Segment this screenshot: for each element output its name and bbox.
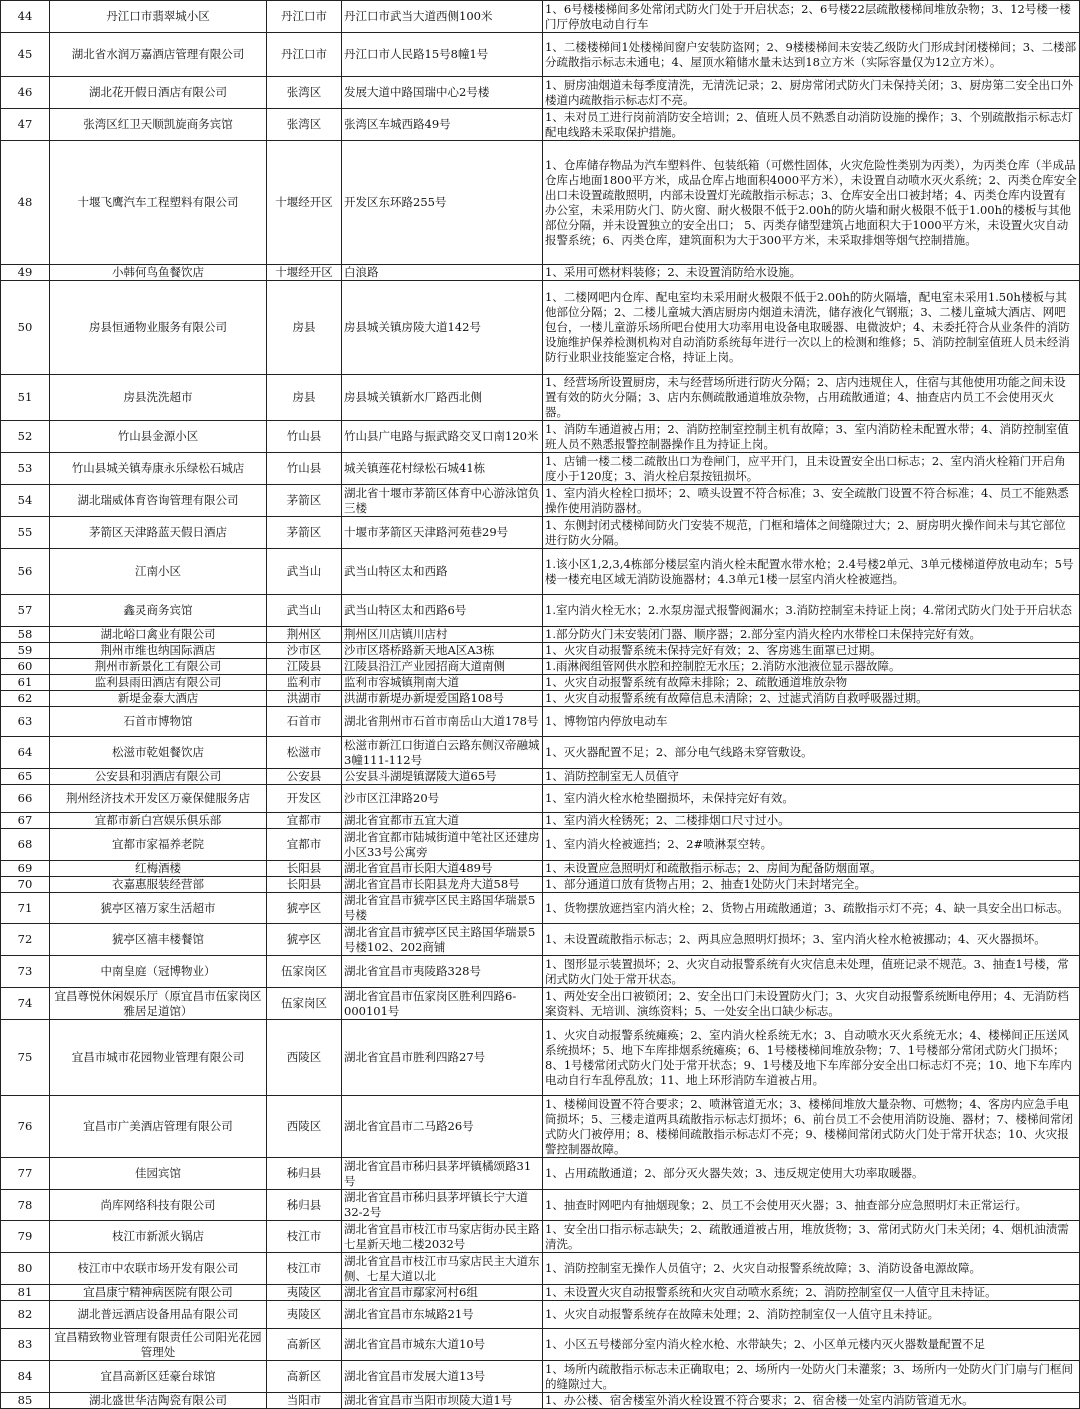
table-row	[1, 924, 1080, 956]
address-cell: 监利市容城镇荆南大道	[342, 675, 543, 691]
address-cell: 发展大道中路国瑞中心2号楼	[342, 77, 543, 109]
address-cell: 湖北省荆州市石首市南岳山大道178号	[342, 707, 543, 737]
issues-cell: 1、二楼网吧内仓库、配电室均未采用耐火极限不低于2.00h的防火隔墙，配电室未采用1.50h楼板与其他部位分隔；2、二楼儿童城大酒店厨房内烟道未清洗，储存液化气钢瓶；3、二楼儿童城大酒店、网吧包台，一楼儿童游乐场所吧台使用大功率用电设备电取暖器、电微波炉；4、未委托符合从业条件的消防设施维护保养检测机构对自动消防系统每年进行一次以上的检测和维修；5、消防控制室值班人员未经消防行业职业技能鉴定合格，持证上岗。	[543, 281, 1080, 375]
unit-name-cell: 猇亭区禧丰楼餐馆	[50, 924, 267, 956]
issues-cell: 1、消防控制室无人员值守	[543, 769, 1080, 785]
unit-name-cell: 宜昌尊悦休闲娱乐厅（原宜昌市伍家岗区雅居足道馆）	[50, 988, 267, 1020]
table-row	[1, 1253, 1080, 1285]
address-cell: 公安县斗湖堤镇潺陵大道65号	[342, 769, 543, 785]
row-number-cell: 64	[1, 737, 50, 769]
issues-cell: 1、图形显示装置损坏；2、火灾自动报警系统有火灾信息未处理，值班记录不规范。3、抽查1号楼，常闭式防火门处于常开状态。	[543, 956, 1080, 988]
address-cell: 湖北省十堰市茅箭区体育中心游泳馆负三楼	[342, 485, 543, 517]
table-row	[1, 453, 1080, 485]
row-number-cell: 56	[1, 549, 50, 595]
address-cell: 十堰市茅箭区天津路河苑巷29号	[342, 517, 543, 549]
table-body	[1, 1, 1080, 1409]
address-cell: 沙市区江津路20号	[342, 785, 543, 813]
row-number-cell: 71	[1, 893, 50, 924]
district-cell: 伍家岗区	[267, 988, 342, 1020]
row-number-cell: 45	[1, 33, 50, 77]
row-number-cell: 52	[1, 421, 50, 453]
district-cell: 西陵区	[267, 1020, 342, 1096]
table-row	[1, 861, 1080, 877]
issues-cell: 1、室内消火栓被遮挡；2、2#喷淋泵空转。	[543, 829, 1080, 861]
district-cell: 猇亭区	[267, 924, 342, 956]
row-number-cell: 85	[1, 1393, 50, 1409]
address-cell: 松滋市新江口街道白云路东侧汉帝融城3幢111-112号	[342, 737, 543, 769]
table-row	[1, 1020, 1080, 1096]
address-cell: 开发区东环路255号	[342, 141, 543, 265]
issues-cell: 1、未设置疏散指示标志；2、两具应急照明灯损坏；3、室内消火栓水枪被挪动；4、灭火器损坏。	[543, 924, 1080, 956]
issues-cell: 1、厨房油烟道未每季度清洗，无清洗记录；2、厨房常闭式防火门未保持关闭；3、厨房第二安全出口外楼道内疏散指示标志灯不亮。	[543, 77, 1080, 109]
address-cell: 湖北省宜昌市猇亭区民主路国华瑞景5号楼102、202商铺	[342, 924, 543, 956]
row-number-cell: 67	[1, 813, 50, 829]
issues-cell: 1.部分防火门未安装闭门器、顺序器；2.部分室内消火栓内水带栓口未保持完好有效。	[543, 627, 1080, 643]
unit-name-cell: 竹山县金源小区	[50, 421, 267, 453]
table-row	[1, 1158, 1080, 1190]
row-number-cell: 60	[1, 659, 50, 675]
district-cell: 张湾区	[267, 77, 342, 109]
address-cell: 湖北省宜昌市枝江市马家店民主大道东侧、七星大道以北	[342, 1253, 543, 1285]
unit-name-cell: 松滋市乾姐餐饮店	[50, 737, 267, 769]
row-number-cell: 58	[1, 627, 50, 643]
unit-name-cell: 丹江口市翡翠城小区	[50, 1, 267, 33]
address-cell: 湖北省宜都市五宜大道	[342, 813, 543, 829]
district-cell: 武当山	[267, 549, 342, 595]
issues-cell: 1、火灾自动报警系统瘫痪；2、室内消火栓系统无水；3、自动喷水灭火系统无水；4、楼梯间正压送风系统损坏；5、地下车库排烟系统瘫痪；6、1号楼楼梯间堆放杂物；7、1号楼部分常闭式防火门损坏；8、1号楼常闭式防火门处于常开状态；9、1号楼及地下车库部分安全出口标志灯不亮；10、地下车库内电动自行车乱停乱放；11、地上环形消防车道被占用。	[543, 1020, 1080, 1096]
address-cell: 洪湖市新堤办新堤爱国路108号	[342, 691, 543, 707]
row-number-cell: 65	[1, 769, 50, 785]
row-number-cell: 73	[1, 956, 50, 988]
district-cell: 猇亭区	[267, 893, 342, 924]
address-cell: 武当山特区太和西路	[342, 549, 543, 595]
row-number-cell: 82	[1, 1301, 50, 1329]
unit-name-cell: 宜都市新白宫娱乐俱乐部	[50, 813, 267, 829]
row-number-cell: 80	[1, 1253, 50, 1285]
table-row	[1, 109, 1080, 141]
district-cell: 洪湖市	[267, 691, 342, 707]
district-cell: 长阳县	[267, 877, 342, 893]
unit-name-cell: 湖北盛世华洁陶瓷有限公司	[50, 1393, 267, 1409]
district-cell: 监利市	[267, 675, 342, 691]
unit-name-cell: 湖北峪口禽业有限公司	[50, 627, 267, 643]
unit-name-cell: 房县恒通物业服务有限公司	[50, 281, 267, 375]
district-cell: 宜都市	[267, 829, 342, 861]
row-number-cell: 46	[1, 77, 50, 109]
address-cell: 湖北省宜都市陆城街道中笔社区还建房小区33号公寓旁	[342, 829, 543, 861]
district-cell: 伍家岗区	[267, 956, 342, 988]
address-cell: 湖北省宜昌市发展大道13号	[342, 1361, 543, 1393]
district-cell: 公安县	[267, 769, 342, 785]
address-cell: 湖北省宜昌市秭归县茅坪镇橘颂路31号	[342, 1158, 543, 1190]
unit-name-cell: 鑫灵商务宾馆	[50, 595, 267, 627]
address-cell: 湖北省宜昌市夷陵路328号	[342, 956, 543, 988]
unit-name-cell: 枝江市新派火锅店	[50, 1221, 267, 1253]
row-number-cell: 49	[1, 265, 50, 281]
row-number-cell: 69	[1, 861, 50, 877]
issues-cell: 1、火灾自动报警系统未保持完好有效；2、客房逃生面罩已过期。	[543, 643, 1080, 659]
district-cell: 秭归县	[267, 1158, 342, 1190]
row-number-cell: 75	[1, 1020, 50, 1096]
table-row	[1, 988, 1080, 1020]
issues-cell: 1、室内消火栓水枪垫圈损坏，未保持完好有效。	[543, 785, 1080, 813]
district-cell: 竹山县	[267, 453, 342, 485]
issues-cell: 1、抽查时网吧内有抽烟现象；2、员工不会使用灭火器；3、抽查部分应急照明灯未正常运行。	[543, 1190, 1080, 1221]
district-cell: 枝江市	[267, 1221, 342, 1253]
table-row	[1, 769, 1080, 785]
table-row	[1, 691, 1080, 707]
table-row	[1, 1285, 1080, 1301]
unit-name-cell: 张湾区红卫天顺凯旋商务宾馆	[50, 109, 267, 141]
unit-name-cell: 荆州市新景化工有限公司	[50, 659, 267, 675]
row-number-cell: 44	[1, 1, 50, 33]
district-cell: 松滋市	[267, 737, 342, 769]
issues-cell: 1、经营场所设置厨房，未与经营场所进行防火分隔；2、店内违规住人，住宿与其他使用功能之间未设置有效的防火分隔；3、店内东侧疏散通道堆放杂物，占用疏散通道；4、抽查店内员工不会使用灭火器。	[543, 375, 1080, 421]
table-row	[1, 1393, 1080, 1409]
issues-cell: 1、灭火器配置不足；2、部分电气线路未穿管敷设。	[543, 737, 1080, 769]
unit-name-cell: 监利县雨田酒店有限公司	[50, 675, 267, 691]
row-number-cell: 53	[1, 453, 50, 485]
row-number-cell: 74	[1, 988, 50, 1020]
district-cell: 枝江市	[267, 1253, 342, 1285]
table-row	[1, 643, 1080, 659]
issues-cell: 1、采用可燃材料装修；2、未设置消防给水设施。	[543, 265, 1080, 281]
district-cell: 茅箭区	[267, 517, 342, 549]
table-row	[1, 813, 1080, 829]
table-row	[1, 1221, 1080, 1253]
row-number-cell: 51	[1, 375, 50, 421]
issues-cell: 1、小区五号楼部分室内消火栓水枪、水带缺失；2、小区单元楼内灭火器数量配置不足	[543, 1329, 1080, 1361]
row-number-cell: 63	[1, 707, 50, 737]
district-cell: 丹江口市	[267, 33, 342, 77]
issues-cell: 1、部分通道口放有货物占用；2、抽查1处防火门未封堵完全。	[543, 877, 1080, 893]
unit-name-cell: 佳园宾馆	[50, 1158, 267, 1190]
address-cell: 湖北省宜昌市鄢家河村6组	[342, 1285, 543, 1301]
district-cell: 当阳市	[267, 1393, 342, 1409]
address-cell: 武当山特区太和西路6号	[342, 595, 543, 627]
address-cell: 湖北省宜昌市长阳大道489号	[342, 861, 543, 877]
row-number-cell: 68	[1, 829, 50, 861]
address-cell: 湖北省宜昌市东城路21号	[342, 1301, 543, 1329]
issues-cell: 1、货物摆放遮挡室内消火栓；2、货物占用疏散通道；3、疏散指示灯不亮；4、缺一具安全出口标志。	[543, 893, 1080, 924]
district-cell: 江陵县	[267, 659, 342, 675]
unit-name-cell: 宜昌高新区廷豪台球馆	[50, 1361, 267, 1393]
row-number-cell: 79	[1, 1221, 50, 1253]
table-row	[1, 1190, 1080, 1221]
unit-name-cell: 房县洗洗超市	[50, 375, 267, 421]
address-cell: 竹山县广电路与振武路交叉口南120米	[342, 421, 543, 453]
address-cell: 房县城关镇房陵大道142号	[342, 281, 543, 375]
table-row	[1, 893, 1080, 924]
table-row	[1, 675, 1080, 691]
table-row	[1, 265, 1080, 281]
unit-name-cell: 红梅酒楼	[50, 861, 267, 877]
issues-cell: 1.雨淋阀组管网供水腔和控制腔无水压；2.消防水池液位显示器故障。	[543, 659, 1080, 675]
address-cell: 湖北省宜昌市猇亭区民主路国华瑞景5号楼	[342, 893, 543, 924]
unit-name-cell: 江南小区	[50, 549, 267, 595]
address-cell: 湖北省宜昌市长阳县龙舟大道58号	[342, 877, 543, 893]
row-number-cell: 70	[1, 877, 50, 893]
district-cell: 高新区	[267, 1329, 342, 1361]
address-cell: 张湾区车城西路49号	[342, 109, 543, 141]
table-row	[1, 77, 1080, 109]
district-cell: 十堰经开区	[267, 141, 342, 265]
table-row	[1, 829, 1080, 861]
unit-name-cell: 宜昌康宁精神病医院有限公司	[50, 1285, 267, 1301]
unit-name-cell: 湖北省水润万嘉酒店管理有限公司	[50, 33, 267, 77]
row-number-cell: 47	[1, 109, 50, 141]
table-row	[1, 956, 1080, 988]
issues-cell: 1、占用疏散通道；2、部分灭火器失效；3、违反规定使用大功率取暖器。	[543, 1158, 1080, 1190]
district-cell: 石首市	[267, 707, 342, 737]
issues-cell: 1、博物馆内停放电动车	[543, 707, 1080, 737]
table-row	[1, 549, 1080, 595]
district-cell: 丹江口市	[267, 1, 342, 33]
issues-cell: 1、未设置应急照明灯和疏散指示标志；2、房间为配备防烟面罩。	[543, 861, 1080, 877]
unit-name-cell: 宜昌精致物业管理有限责任公司阳光花园管理处	[50, 1329, 267, 1361]
unit-name-cell: 荆州经济技术开发区万豪保健服务店	[50, 785, 267, 813]
issues-cell: 1、未对员工进行岗前消防安全培训；2、值班人员不熟悉自动消防设施的操作；3、个别疏散指示标志灯配电线路未采取保护措施。	[543, 109, 1080, 141]
table-row	[1, 375, 1080, 421]
table-row	[1, 1329, 1080, 1361]
table-row	[1, 1096, 1080, 1158]
row-number-cell: 55	[1, 517, 50, 549]
unit-name-cell: 尚库网络科技有限公司	[50, 1190, 267, 1221]
row-number-cell: 50	[1, 281, 50, 375]
address-cell: 湖北省宜昌市二马路26号	[342, 1096, 543, 1158]
address-cell: 沙市区塔桥路新天地A区A3栋	[342, 643, 543, 659]
issues-cell: 1、办公楼、宿舍楼室外消火栓设置不符合要求；2、宿舍楼一处室内消防管道无水。	[543, 1393, 1080, 1409]
unit-name-cell: 猇亭区禧万家生活超市	[50, 893, 267, 924]
unit-name-cell: 荆州市维也纳国际酒店	[50, 643, 267, 659]
unit-name-cell: 公安县和羽酒店有限公司	[50, 769, 267, 785]
district-cell: 张湾区	[267, 109, 342, 141]
table-row	[1, 707, 1080, 737]
district-cell: 沙市区	[267, 643, 342, 659]
address-cell: 城关镇莲花村绿松石城41栋	[342, 453, 543, 485]
issues-cell: 1、未设置火灾自动报警系统和火灾自动喷水系统；2、消防控制室仅一人值守且未持证。	[543, 1285, 1080, 1301]
unit-name-cell: 湖北瑞威体育咨询管理有限公司	[50, 485, 267, 517]
district-cell: 房县	[267, 375, 342, 421]
district-cell: 高新区	[267, 1361, 342, 1393]
unit-name-cell: 宜都市家福养老院	[50, 829, 267, 861]
issues-cell: 1、二楼楼梯间1处楼梯间窗户安装防盗网；2、9楼楼梯间未安装乙级防火门形成封闭楼梯间；3、二楼部分疏散指示标志未通电；4、屋顶水箱储水量未达到18立方米（实际容量仅为12立方米）。	[543, 33, 1080, 77]
district-cell: 房县	[267, 281, 342, 375]
row-number-cell: 84	[1, 1361, 50, 1393]
district-cell: 夷陵区	[267, 1285, 342, 1301]
district-cell: 茅箭区	[267, 485, 342, 517]
district-cell: 竹山县	[267, 421, 342, 453]
table-row	[1, 33, 1080, 77]
district-cell: 荆州区	[267, 627, 342, 643]
table-row	[1, 281, 1080, 375]
address-cell: 湖北省宜昌市城东大道10号	[342, 1329, 543, 1361]
table-row	[1, 785, 1080, 813]
issues-cell: 1、东侧封闭式楼梯间防火门安装不规范，门框和墙体之间缝隙过大；2、厨房明火操作间未与其它部位进行防火分隔。	[543, 517, 1080, 549]
district-cell: 秭归县	[267, 1190, 342, 1221]
unit-name-cell: 宜昌市广美酒店管理有限公司	[50, 1096, 267, 1158]
unit-name-cell: 湖北花开假日酒店有限公司	[50, 77, 267, 109]
row-number-cell: 57	[1, 595, 50, 627]
address-cell: 湖北省宜昌市秭归县茅坪镇长宁大道32-2号	[342, 1190, 543, 1221]
issues-cell: 1、火灾自动报警系统存在故障未处理；2、消防控制室仅一人值守且未持证。	[543, 1301, 1080, 1329]
district-cell: 宜都市	[267, 813, 342, 829]
row-number-cell: 59	[1, 643, 50, 659]
district-cell: 开发区	[267, 785, 342, 813]
unit-name-cell: 石首市博物馆	[50, 707, 267, 737]
address-cell: 湖北省宜昌市枝江市马家店街办民主路七星新天地二楼2032号	[342, 1221, 543, 1253]
issues-cell: 1.室内消火栓无水；2.水泵房湿式报警阀漏水；3.消防控制室未持证上岗；4.常闭式防火门处于开启状态	[543, 595, 1080, 627]
table-row	[1, 1361, 1080, 1393]
issues-cell: 1、店铺一楼二楼二疏散出口为卷闸门，应平开门，且未设置安全出口标志；2、室内消火栓箱门开启角度小于120度；3、消火栓启泵按钮损坏。	[543, 453, 1080, 485]
issues-cell: 1、消防车通道被占用；2、消防控制室控制主机有故障；3、室内消防栓未配置水带；4、消防控制室值班人员不熟悉报警控制器操作且为持证上岗。	[543, 421, 1080, 453]
district-cell: 武当山	[267, 595, 342, 627]
unit-name-cell: 小韩何鸟鱼餐饮店	[50, 265, 267, 281]
unit-name-cell: 湖北普远酒店设备用品有限公司	[50, 1301, 267, 1329]
district-cell: 十堰经开区	[267, 265, 342, 281]
table-row	[1, 877, 1080, 893]
table-row	[1, 595, 1080, 627]
row-number-cell: 54	[1, 485, 50, 517]
issues-cell: 1、安全出口指示标志缺失；2、疏散通道被占用，堆放货物；3、常闭式防火门未关闭；4、烟机油渍需清洗。	[543, 1221, 1080, 1253]
address-cell: 荆州区川店镇川店村	[342, 627, 543, 643]
row-number-cell: 66	[1, 785, 50, 813]
row-number-cell: 78	[1, 1190, 50, 1221]
unit-name-cell: 中南皇庭（冠博物业）	[50, 956, 267, 988]
table-row	[1, 1301, 1080, 1329]
table-row	[1, 421, 1080, 453]
row-number-cell: 72	[1, 924, 50, 956]
issues-cell: 1、楼梯间设置不符合要求；2、喷淋管道无水；3、楼梯间堆放大量杂物、可燃物；4、客房内应急手电筒损坏；5、三楼走道两具疏散指示标志灯损坏；6、前台员工不会使用消防设施、器材；7、楼梯间常闭式防火门被停用；8、楼梯间疏散指示标志灯不亮；9、楼梯间常闭式防火门处于常开状态；10、火灾报警控制器故障。	[543, 1096, 1080, 1158]
issues-cell: 1、6号楼楼梯间多处常闭式防火门处于开启状态；2、6号楼22层疏散楼梯间堆放杂物；3、12号楼一楼门厅停放电动自行车	[543, 1, 1080, 33]
district-cell: 夷陵区	[267, 1301, 342, 1329]
unit-name-cell: 宜昌市城市花园物业管理有限公司	[50, 1020, 267, 1096]
unit-name-cell: 衣嘉惠服装经营部	[50, 877, 267, 893]
table-row	[1, 659, 1080, 675]
issues-cell: 1、消防控制室无操作人员值守；2、火灾自动报警系统故障；3、消防设备电源故障。	[543, 1253, 1080, 1285]
issues-cell: 1、火灾自动报警系统有故障未排除；2、疏散通道堆放杂物	[543, 675, 1080, 691]
district-cell: 西陵区	[267, 1096, 342, 1158]
row-number-cell: 76	[1, 1096, 50, 1158]
address-cell: 湖北省宜昌市伍家岗区胜利四路6-000101号	[342, 988, 543, 1020]
row-number-cell: 48	[1, 141, 50, 265]
row-number-cell: 77	[1, 1158, 50, 1190]
table-row	[1, 737, 1080, 769]
issues-cell: 1、场所内疏散指示标志未正确取电；2、场所内一处防火门未灌浆；3、场所内一处防火门门扇与门框间的缝隙过大。	[543, 1361, 1080, 1393]
row-number-cell: 62	[1, 691, 50, 707]
issues-cell: 1.该小区1,2,3,4栋部分楼层室内消火栓未配置水带水枪；2.4号楼2单元、3单元楼梯道停放电动车；5号楼一楼充电区域无消防设施器材；4.3单元1楼一层室内消火栓被遮挡。	[543, 549, 1080, 595]
address-cell: 白浪路	[342, 265, 543, 281]
row-number-cell: 83	[1, 1329, 50, 1361]
issues-cell: 1、室内消火栓锈死；2、二楼排烟口尺寸过小。	[543, 813, 1080, 829]
table-row	[1, 627, 1080, 643]
table-row	[1, 141, 1080, 265]
table-row	[1, 485, 1080, 517]
unit-name-cell: 竹山县城关镇寿康永乐绿松石城店	[50, 453, 267, 485]
table-row	[1, 1, 1080, 33]
issues-cell: 1、室内消火栓栓口损坏；2、喷头设置不符合标准；3、安全疏散门设置不符合标准；4、员工不能熟悉操作使用消防器材。	[543, 485, 1080, 517]
address-cell: 丹江口市武当大道西侧100米	[342, 1, 543, 33]
row-number-cell: 61	[1, 675, 50, 691]
issues-cell: 1、仓库储存物品为汽车塑料件、包装纸箱（可燃性固体，火灾危险性类别为丙类），为丙类仓库（半成品仓库占地面1800平方米，成品仓库占地面积4000平方米），未设置自动喷水灭火系统；2、丙类仓库安全出口未设置疏散照明，内部未设置灯光疏散指示标志；3、仓库安全出口被封堵；4、丙类仓库内设置有办公室，未采用防火门、防火窗、耐火极限不低于2.00h的防火墙和耐火极限不低于1.00h的楼板与其他部位分隔，并未设置独立的安全出口； 5、丙类存储型建筑占地面积大于1000平方米，未设置火灾自动报警系统；6、丙类仓库，建筑面积为大于300平方米，未采取排烟等烟气控制措施。	[543, 141, 1080, 265]
table-row	[1, 517, 1080, 549]
unit-name-cell: 十堰飞鹰汽车工程塑料有限公司	[50, 141, 267, 265]
unit-name-cell: 茅箭区天津路蓝天假日酒店	[50, 517, 267, 549]
district-cell: 长阳县	[267, 861, 342, 877]
address-cell: 湖北省宜昌市当阳市坝陵大道1号	[342, 1393, 543, 1409]
issues-cell: 1、火灾自动报警系统有故障信息未清除；2、过滤式消防自救呼吸器过期。	[543, 691, 1080, 707]
address-cell: 房县城关镇新水厂路西北侧	[342, 375, 543, 421]
issues-cell: 1、两处安全出口被锁闭；2、安全出口门未设置防火门；3、火灾自动报警系统断电停用；4、无消防档案资料、无培训、演练资料；5、一处安全出口缺少标志。	[543, 988, 1080, 1020]
address-cell: 江陵县沿江产业园招商大道南侧	[342, 659, 543, 675]
row-number-cell: 81	[1, 1285, 50, 1301]
unit-name-cell: 枝江市中农联市场开发有限公司	[50, 1253, 267, 1285]
address-cell: 丹江口市人民路15号8幢1号	[342, 33, 543, 77]
address-cell: 湖北省宜昌市胜利四路27号	[342, 1020, 543, 1096]
unit-name-cell: 新堤金泰大酒店	[50, 691, 267, 707]
